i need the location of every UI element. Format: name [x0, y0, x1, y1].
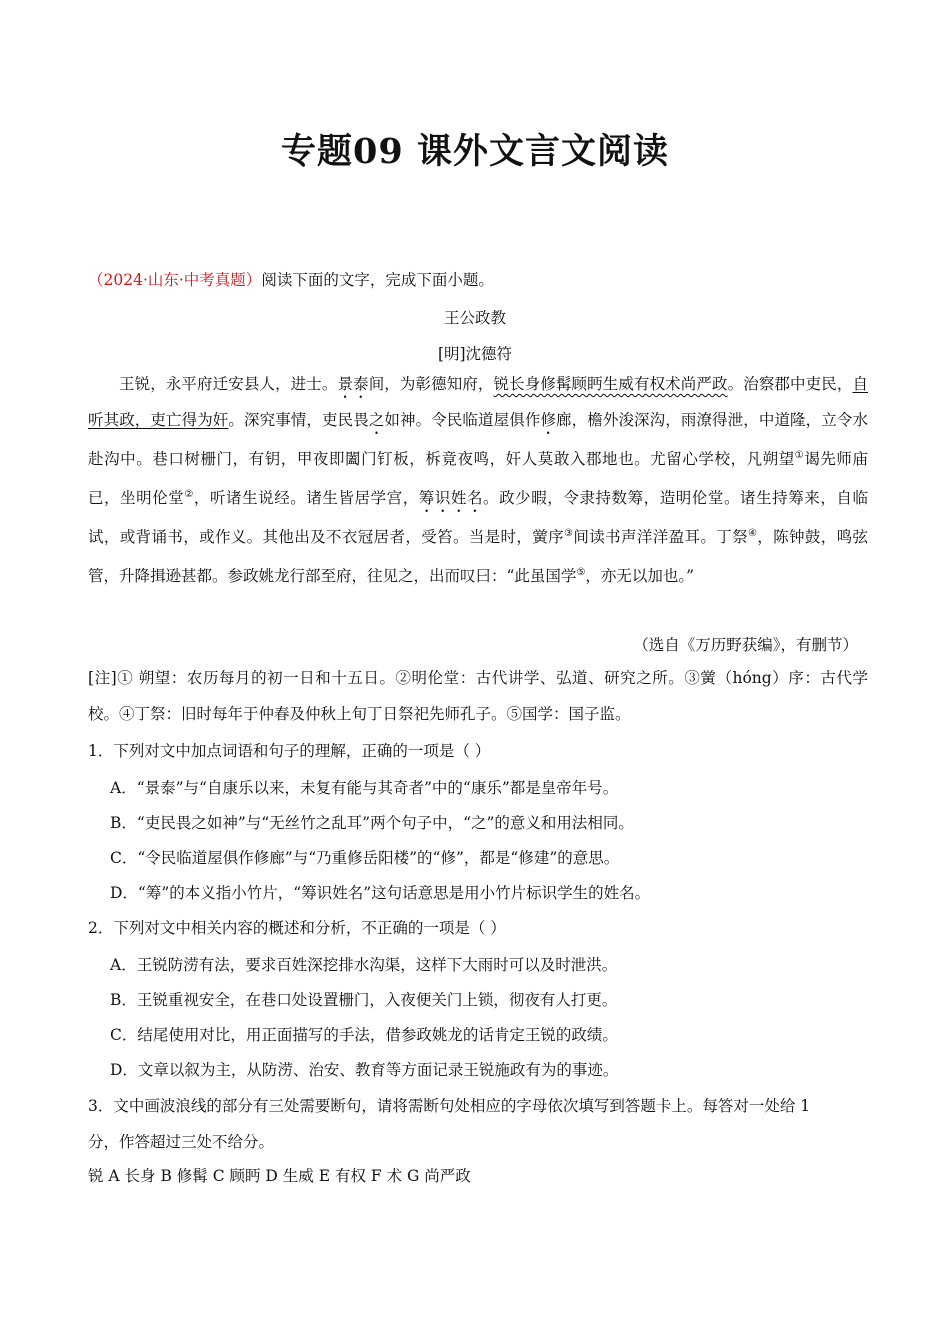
question-2-option-b[interactable]: B．王锐重视安全，在巷口处设置栅门，入夜便关门上锁，彻夜有人打更。 — [110, 991, 618, 1009]
passage-author: [明]沈德符 — [437, 345, 513, 363]
underlined-sentence: 自听其政，吏亡得为奸 — [88, 375, 868, 429]
footnote-marker: ④ — [747, 528, 758, 540]
question-intro — [88, 268, 494, 290]
footnotes: [注]① 朔望：农历每月的初一日和十五日。②明伦堂：古代讲学、弘道、研究之所。③黉（hóng）序：古代学校。④丁祭：旧时每年于仲春及仲秋上旬丁日祭祀先师孔子。⑤国学：国子监。 — [88, 669, 868, 723]
source-label: （2024·山东·中考真题） — [88, 271, 262, 289]
question-3-answer-key: 锐 A 长身 B 修髯 C 顾眄 D 生威 E 有权 F 术 G 尚严政 — [88, 1167, 471, 1185]
page-title: 专题09 课外文言文阅读 — [281, 131, 669, 172]
question-1-option-a[interactable]: A．“景泰”与“自康乐以来，未复有能与其奇者”中的“康乐”都是皇帝年号。 — [110, 779, 619, 797]
wavy-underline-sentence: 锐长身修髯顾眄生威有权术尚严政 — [493, 375, 728, 393]
question-1-option-d[interactable]: D．“筹”的本义指小竹片，“筹识姓名”这句话意思是用小竹片标识学生的姓名。 — [110, 884, 651, 902]
question-1-stem: 1．下列对文中加点词语和句子的理解，正确的一项是（ ） — [88, 742, 491, 760]
question-2-option-a[interactable]: A．王锐防涝有法，要求百姓深挖排水沟渠，这样下大雨时可以及时泄洪。 — [110, 956, 618, 974]
question-1-option-b[interactable]: B．“吏民畏之如神”与“无丝竹之乱耳”两个句子中，“之”的意义和用法相同。 — [110, 814, 634, 832]
question-3-stem-cont: 分，作答超过三处不给分。 — [88, 1133, 275, 1151]
passage-title: 王公政教 — [443, 309, 506, 327]
passage-citation: （选自《万历野获编》，有删节） — [633, 636, 858, 654]
dotted-word-jingtai: 景泰 — [337, 375, 369, 393]
footnote-marker: ③ — [564, 528, 574, 540]
question-1-option-c[interactable]: C．“令民临道屋俱作修廊”与“乃重修岳阳楼”的“修”，都是“修建”的意思。 — [110, 849, 620, 867]
question-2-stem: 2．下列对文中相关内容的概述和分析，不正确的一项是（ ） — [88, 919, 506, 937]
footnote-marker: ① — [794, 450, 805, 461]
passage-body: 王锐，永平府迁安县人，进士。景泰间，为彰德知府，锐长身修髯顾眄生威有权术尚严政。治察郡中吏民，自听其政，吏亡得为奸。深究事情，吏民畏之如神。令民临道屋俱作修廊，檐外浚深沟，雨潦得泄，中道隆，立令水赴沟中。巷口树栅门，有钥，甲夜即闔门钉板，柝竟夜鸣，奸人莫敢入郡地也。尤留心学校，凡朔望①谒先师庙已，坐明伦堂②，听诸生说经。诸生皆居学宫，筹识姓名。政少暇，令隶持数筹，造明伦堂。诸生持筹来，自临试，或背诵书，或作义。其他出及不衣冠居者，受笞。当是时，黉序③间读书声洋洋盈耳。丁祭④，陈钟鼓，鸣弦管，升降揖逊甚都。参政姚龙行部至府，往见之，出而叹曰：“此虽国学⑤，亦无以加也。” — [88, 375, 868, 586]
dotted-word-zhi: 之 — [368, 411, 385, 429]
dotted-word-xiu: 修 — [540, 411, 557, 429]
footnote-marker: ⑤ — [576, 567, 586, 579]
question-2-option-d[interactable]: D．文章以叙为主，从防涝、治安、教育等方面记录王锐施政有为的事迹。 — [110, 1061, 619, 1079]
question-2-option-c[interactable]: C．结尾使用对比，用正面描写的手法，借参政姚龙的话肯定王锐的政绩。 — [110, 1026, 618, 1044]
dotted-phrase-chou: 筹识姓名 — [418, 489, 484, 508]
footnote-marker: ② — [184, 489, 194, 501]
question-3-stem: 3．文中画波浪线的部分有三处需要断句，请将需断句处相应的字母依次填写到答题卡上。每答对一处给 1 — [88, 1097, 811, 1115]
instruction-text: 阅读下面的文字，完成下面小题。 — [261, 271, 494, 289]
